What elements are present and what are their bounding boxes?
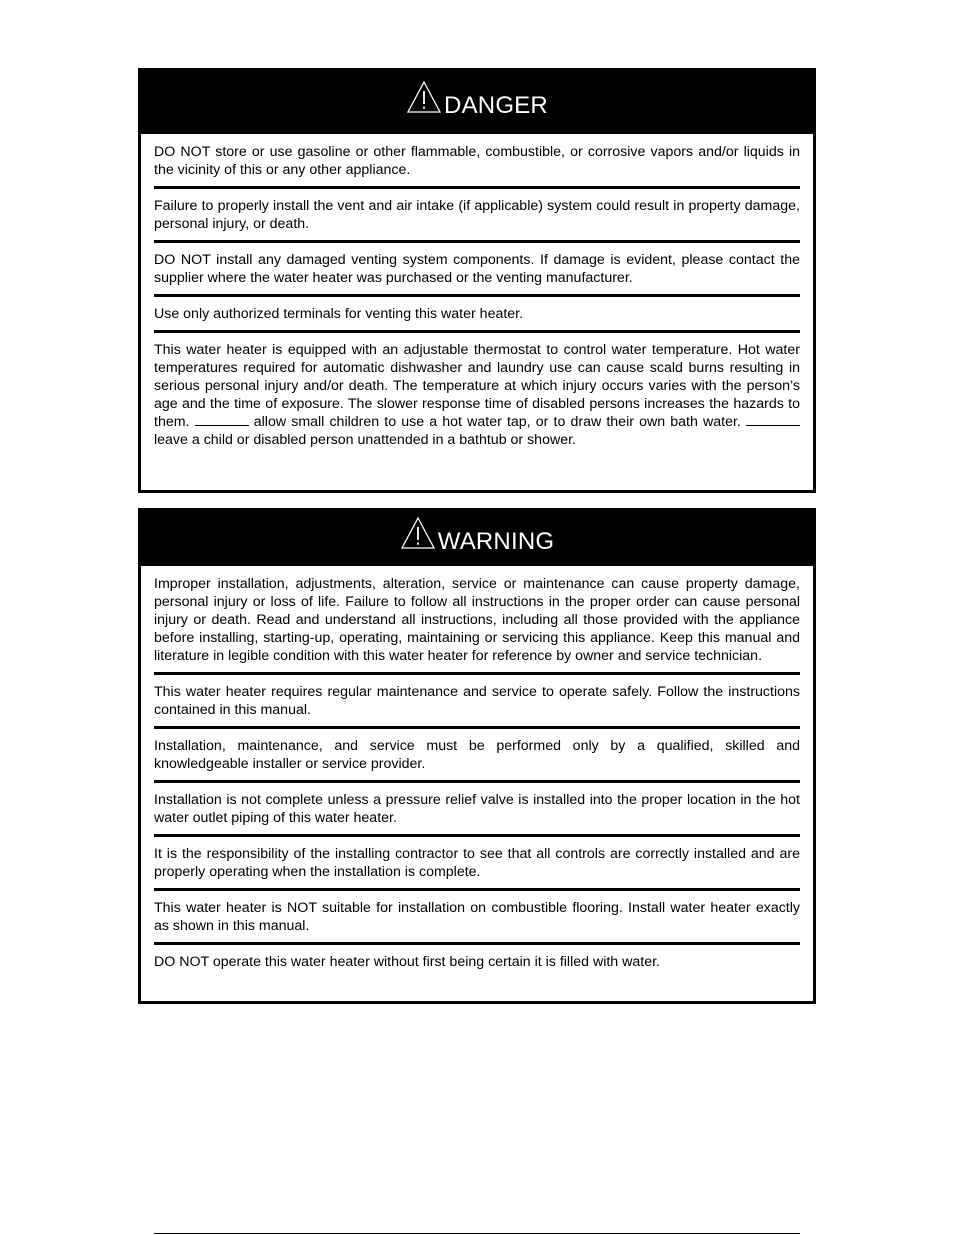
danger-paragraph: DO NOT store or use gasoline or other flammable, combustible, or corrosive vapors and/or liquids in the vicinity of this or any other appliance. bbox=[154, 137, 800, 189]
warning-notice bbox=[138, 508, 816, 1004]
warning-title: WARNING bbox=[437, 528, 555, 555]
danger-paragraph: DO NOT install any damaged venting system components. If damage is evident, please contact the supplier where the water heater was purchased or the venting manufacturer. bbox=[154, 245, 800, 297]
warning-paragraph: DO NOT operate this water heater without first being certain it is filled with water. bbox=[154, 954, 660, 970]
scald-text-part3: leave a child or disabled person unattended in a bathtub or shower. bbox=[154, 432, 576, 448]
danger-paragraph: Use only authorized terminals for venting this water heater. bbox=[154, 299, 800, 333]
warning-paragraph: It is the responsibility of the installing contractor to see that all controls are correctly installed and are properly operating when the installation is complete. bbox=[154, 839, 800, 891]
footer-divider bbox=[154, 1233, 800, 1234]
scald-blank-2 bbox=[746, 413, 800, 426]
danger-header bbox=[140, 70, 814, 134]
danger-paragraph: Failure to properly install the vent and air intake (if applicable) system could result in property damage, personal injury, or death. bbox=[154, 191, 800, 243]
danger-title: DANGER bbox=[444, 92, 548, 119]
scald-text-part2: allow small children to use a hot water tap, or to draw their own bath water. bbox=[253, 414, 741, 430]
warning-paragraph: Improper installation, adjustments, alteration, service or maintenance can cause property damage, personal injury or loss of life. Failure to follow all instructions in the proper order can cause personal injury or death. Read and understand all instructions, including all those provided with the appliance before installing, starting-up, operating, maintaining or servicing this appliance. Keep this manual and literature in legible condition with this water heater for reference by owner and service technician. bbox=[154, 569, 800, 675]
warning-paragraph: Installation, maintenance, and service must be performed only by a qualified, skilled and knowledgeable installer or service provider. bbox=[154, 731, 800, 783]
warning-body bbox=[141, 565, 813, 978]
warning-paragraph: This water heater requires regular maintenance and service to operate safely. Follow the instructions contained in this manual. bbox=[154, 677, 800, 729]
danger-body bbox=[141, 133, 813, 456]
warning-triangle-icon bbox=[406, 80, 442, 114]
scald-blank-1 bbox=[195, 413, 249, 426]
warning-header bbox=[140, 510, 814, 566]
danger-notice bbox=[138, 68, 816, 493]
warning-paragraph: This water heater is NOT suitable for installation on combustible flooring. Install water heater exactly as shown in this manual. bbox=[154, 893, 800, 945]
warning-paragraph: Installation is not complete unless a pressure relief valve is installed into the proper location in the hot water outlet piping of this water heater. bbox=[154, 785, 800, 837]
danger-scald-paragraph bbox=[154, 335, 800, 456]
scald-text-part1: This water heater is equipped with an adjustable thermostat to control water temperature. Hot water temperatures required for automatic dishwasher and laundry use can cause scald burns resulting in serious personal injury and/or death. The temperature at which injury occurs varies with the person’s age and the time of exposure. The slower response time of disabled persons increases the hazards to them. bbox=[154, 342, 800, 430]
warning-triangle-icon bbox=[400, 516, 436, 550]
